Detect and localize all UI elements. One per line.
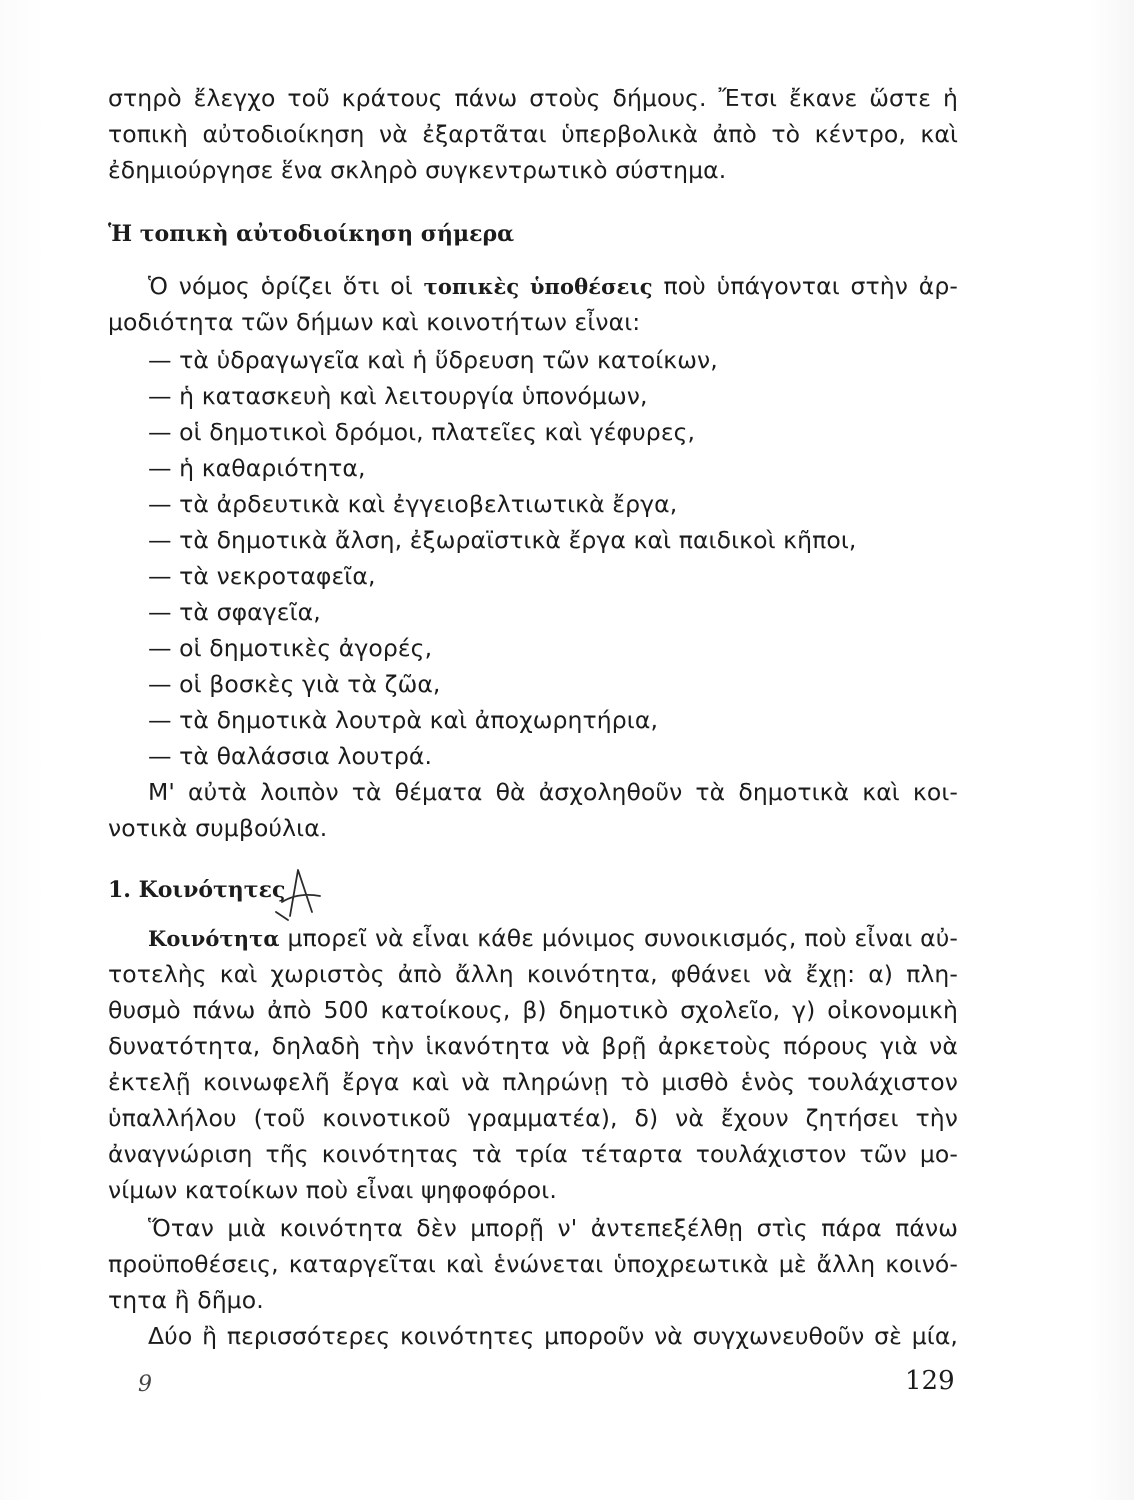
list-item: — τὰ νεκροταφεῖα, — [148, 562, 376, 590]
text-fragment: ποὺ ὑπάγονται στὴν ἀρ- — [652, 272, 958, 300]
text-line: τητα ἢ δῆμο. — [108, 1286, 264, 1314]
bold-term: τοπικὲς ὑποθέσεις — [423, 274, 653, 299]
text-line: ἐδημιούργησε ἕνα σκληρὸ συγκεντρωτικὸ σύστημα. — [108, 156, 727, 184]
text-line: ἀναγνώριση τῆς κοινότητας τὰ τρία τέταρτα τουλάχιστον τῶν μο- — [108, 1140, 958, 1168]
text-line: Ὅταν μιὰ κοινότητα δὲν μπορῇ ν' ἀντεπεξέλθῃ στὶς πάρα πάνω — [148, 1214, 958, 1242]
signature-number: 9 — [138, 1372, 152, 1397]
list-item: — οἱ δημοτικὲς ἀγορές, — [148, 634, 433, 662]
list-item: — οἱ δημοτικοὶ δρόμοι, πλατεῖες καὶ γέφυρες, — [148, 418, 696, 446]
text-line: νίμων κατοίκων ποὺ εἶναι ψηφοφόροι. — [108, 1176, 557, 1204]
list-item: — τὰ ἀρδευτικὰ καὶ ἐγγειοβελτιωτικὰ ἔργα, — [148, 490, 678, 518]
list-item: — τὰ δημοτικὰ ἄλση, ἐξωραϊστικὰ ἔργα καὶ παιδικοὶ κῆποι, — [148, 526, 857, 554]
text-line: τοτελὴς καὶ χωριστὸς ἀπὸ ἄλλη κοινότητα, φθάνει νὰ ἔχῃ: α) πλη- — [108, 960, 958, 988]
text-line: μοδιότητα τῶν δήμων καὶ κοινοτήτων εἶναι: — [108, 308, 641, 336]
page-number: 129 — [905, 1366, 955, 1396]
text-line: Δύο ἢ περισσότερες κοινότητες μποροῦν νὰ συγχωνευθοῦν σὲ μία, — [148, 1322, 958, 1350]
list-item: — ἡ καθαριότητα, — [148, 454, 366, 482]
section-heading-today: Ἡ τοπικὴ αὐτοδιοίκηση σήμερα — [108, 221, 515, 247]
text-line: νοτικὰ συμβούλια. — [108, 814, 328, 842]
text-fragment: μπορεῖ νὰ εἶναι κάθε μόνιμος συνοικισμός, ποὺ εἶναι αὐ- — [279, 924, 958, 952]
list-item: — τὰ θαλάσσια λουτρά. — [148, 742, 433, 770]
text-line: θυσμὸ πάνω ἀπὸ 500 κατοίκους, β) δημοτικὸ σχολεῖο, γ) οἰκονομικὴ — [108, 996, 958, 1024]
section-heading-communities: 1. Κοινότητες — [108, 877, 286, 903]
list-item: — ἡ κατασκευὴ καὶ λειτουργία ὑπονόμων, — [148, 382, 648, 410]
text-line: ἐκτελῇ κοινωφελῆ ἔργα καὶ νὰ πληρώνῃ τὸ μισθὸ ἑνὸς τουλάχιστον — [108, 1068, 958, 1096]
list-item: — τὰ ὑδραγωγεῖα καὶ ἡ ὕδρευση τῶν κατοίκων, — [148, 346, 718, 374]
handwritten-mark-icon — [268, 862, 328, 924]
text-line — [148, 268, 958, 305]
list-item: — τὰ σφαγεῖα, — [148, 598, 321, 626]
text-line: Μ' αὐτὰ λοιπὸν τὰ θέματα θὰ ἀσχοληθοῦν τὰ δημοτικὰ καὶ κοι- — [148, 778, 958, 806]
bold-term: Κοινότητα — [148, 926, 280, 951]
text-fragment: Ὁ νόμος ὁρίζει ὅτι οἱ — [148, 272, 424, 300]
text-line: στηρὸ ἔλεγχο τοῦ κράτους πάνω στοὺς δήμους. Ἔτσι ἔκανε ὥστε ἡ — [108, 84, 958, 112]
text-line: ὑπαλλήλου (τοῦ κοινοτικοῦ γραμματέα), δ) νὰ ἔχουν ζητήσει τὴν — [108, 1104, 958, 1132]
text-line: δυνατότητα, δηλαδὴ τὴν ἱκανότητα νὰ βρῇ ἀρκετοὺς πόρους γιὰ νὰ — [108, 1032, 958, 1060]
list-item: — οἱ βοσκὲς γιὰ τὰ ζῶα, — [148, 670, 441, 698]
list-item: — τὰ δημοτικὰ λουτρὰ καὶ ἀποχωρητήρια, — [148, 706, 659, 734]
text-line — [148, 920, 958, 957]
text-line: τοπικὴ αὐτοδιοίκηση νὰ ἐξαρτᾶται ὑπερβολικὰ ἀπὸ τὸ κέντρο, καὶ — [108, 120, 958, 148]
text-line: προϋποθέσεις, καταργεῖται καὶ ἑνώνεται ὑποχρεωτικὰ μὲ ἄλλη κοινό- — [108, 1250, 958, 1278]
